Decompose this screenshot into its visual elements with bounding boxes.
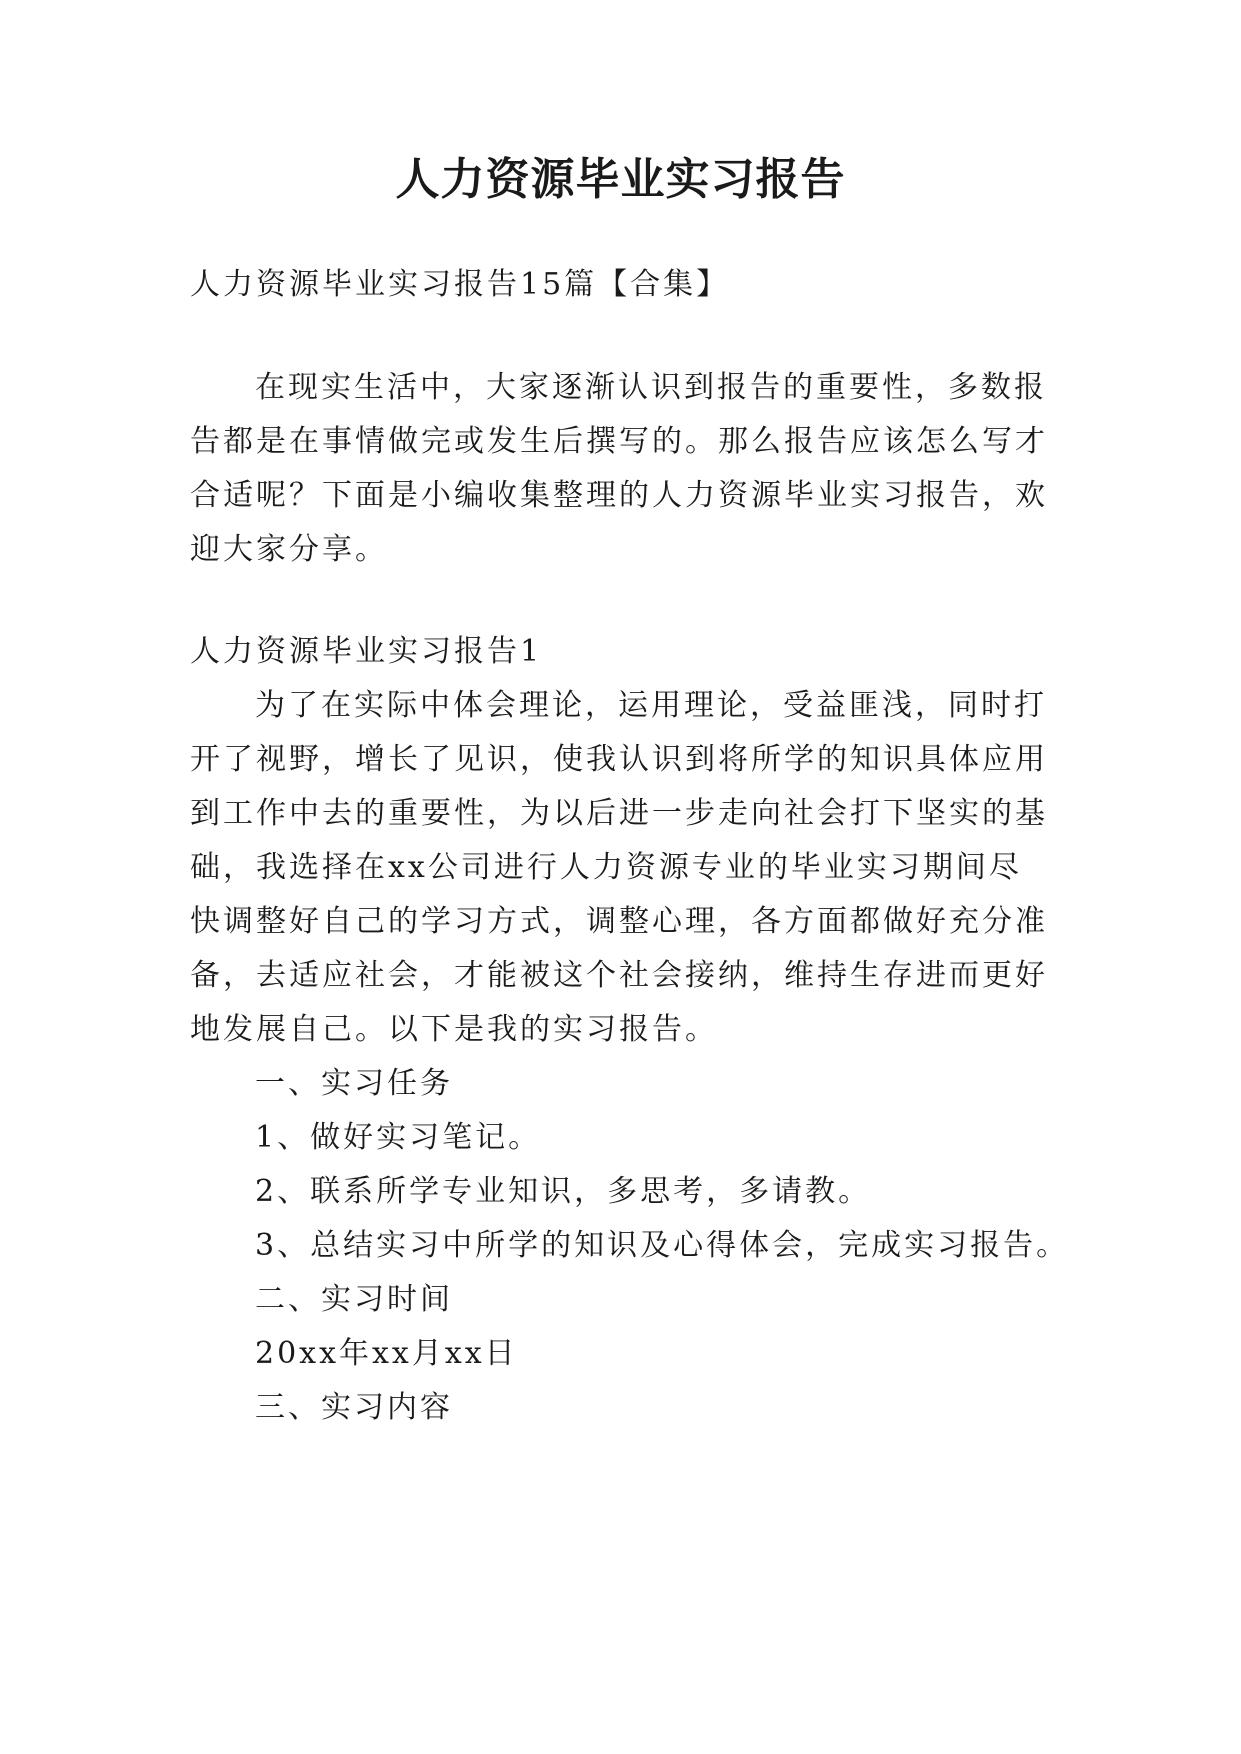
document-subtitle: 人力资源毕业实习报告15篇【合集】 — [190, 267, 730, 302]
section-subheading: 二、实习时间 — [255, 1282, 453, 1317]
list-item: 1、做好实习笔记。 — [255, 1120, 542, 1155]
list-item: 2、联系所学专业知识，多思考，多请教。 — [255, 1174, 872, 1209]
body-line: 地发展自己。以下是我的实习报告。 — [190, 1012, 718, 1047]
body-line: 备，去适应社会，才能被这个社会接纳，维持生存进而更好 — [190, 958, 1048, 993]
list-item: 3、总结实习中所学的知识及心得体会，完成实习报告。 — [255, 1228, 1070, 1263]
body-line: 到工作中去的重要性，为以后进一步走向社会打下坚实的基 — [190, 796, 1048, 831]
date-line: 20xx年xx月xx日 — [255, 1336, 518, 1371]
intro-line: 合适呢？下面是小编收集整理的人力资源毕业实习报告，欢 — [190, 478, 1048, 513]
section-subheading: 三、实习内容 — [255, 1390, 453, 1425]
body-line: 为了在实际中体会理论，运用理论，受益匪浅，同时打 — [255, 688, 1047, 723]
body-line: 础，我选择在xx公司进行人力资源专业的毕业实习期间尽 — [190, 850, 1022, 885]
document-title: 人力资源毕业实习报告 — [395, 154, 846, 205]
section-heading: 人力资源毕业实习报告1 — [190, 634, 543, 669]
intro-line: 告都是在事情做完或发生后撰写的。那么报告应该怎么写才 — [190, 424, 1048, 459]
section-subheading: 一、实习任务 — [255, 1066, 453, 1101]
intro-line: 在现实生活中，大家逐渐认识到报告的重要性，多数报 — [255, 370, 1047, 405]
intro-line: 迎大家分享。 — [190, 532, 388, 567]
body-line: 开了视野，增长了见识，使我认识到将所学的知识具体应用 — [190, 742, 1048, 777]
body-line: 快调整好自己的学习方式，调整心理，各方面都做好充分准 — [190, 904, 1048, 939]
